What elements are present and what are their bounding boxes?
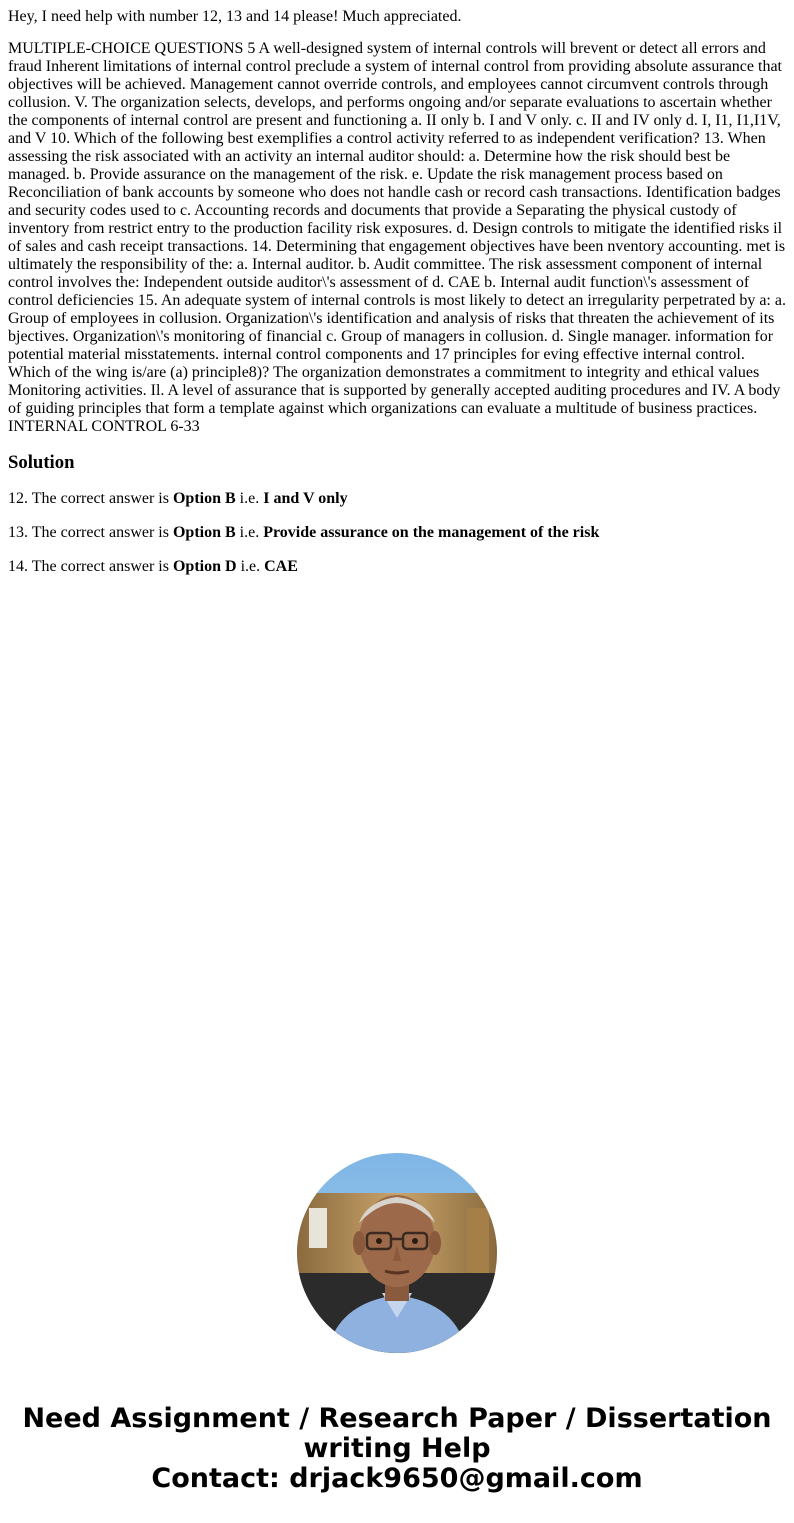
promo-line-1: Need Assignment / Research Paper / Dissertation writing Help [22, 1403, 772, 1464]
answer-connector: i.e. [235, 524, 264, 541]
question-request: Hey, I need help with number 12, 13 and 14 please! Much appreciated. [8, 8, 462, 25]
solution-heading: Solution [8, 452, 75, 473]
answer-text: CAE [264, 558, 298, 575]
answer-option: Option D [172, 558, 237, 575]
answer-connector: i.e. [235, 490, 264, 507]
answer-text: I and V only [263, 490, 348, 507]
avatar-photo [297, 1153, 497, 1353]
answer-14 [8, 558, 786, 576]
answer-12 [8, 490, 786, 508]
avatar [297, 1153, 497, 1353]
answer-prefix: 12. The correct answer is [8, 490, 173, 507]
document-content [8, 8, 786, 592]
answer-connector: i.e. [236, 558, 265, 575]
promo-contact: Contact: drjack9650@gmail.com [151, 1463, 643, 1494]
promo-banner [0, 1404, 794, 1494]
question-body: MULTIPLE-CHOICE QUESTIONS 5 A well-designed system of internal controls will brevent or detect all errors and fraud Inherent limitations of internal control preclude a system of internal control from providing absolute assurance that objectives will be achieved. Management cannot override controls, and employees cannot circumvent controls through collusion. V. The organization selects, develops, and performs ongoing and/or separate evaluations to ascertain whether the components of internal control are present and functioning a. II only b. I and V only. c. II and IV only d. I, I1, I1,I1V, and V 10. Which of the following best exemplifies a control activity referred to as independent verification? 13. When assessing the risk associated with an activity an internal auditor should: a. Determine how the risk should best be managed. b. Provide assurance on the management of the risk. e. Update the risk management process based on Reconciliation of bank accounts by someone who does not handle cash or record cash transactions. Identification badges and security codes used to c. Accounting records and documents that provide a Separating the physical custody of inventory from restrict entry to the production facility risk exposures. d. Design controls to mitigate the identified risks il of sales and cash receipt transactions. 14. Determining that engagement objectives have been nventory accounting. met is ultimately the responsibility of the: a. Internal auditor. b. Audit committee. The risk assessment component of internal control involves the: Independent outside auditor\'s assessment of d. CAE b. Internal audit function\'s assessment of control deficiencies 15. An adequate system of internal controls is most likely to detect an irregularity perpetrated by a: a. Group of employees in collusion. Organization\'s identification and analysis of risks that threaten the achievement of its bjectives. Organization\'s monitoring of financial c. Group of managers in collusion. d. Single manager. information for potential material misstatements. internal control components and 17 principles for eving effective internal control. Which of the wing is/are (a) principle8)? The organization demonstrates a commitment to integrity and ethical values Monitoring activities. Il. A level of assurance that is supported by generally accepted auditing procedures and IV. A body of guiding principles that form a template against which organizations can evaluate a multitude of business practices. INTERNAL CONTROL 6-33 [8, 40, 786, 435]
answer-option: Option B [172, 490, 236, 507]
answer-option: Option B [172, 524, 236, 541]
answer-prefix: 13. The correct answer is [8, 524, 173, 541]
answer-13 [8, 524, 786, 542]
answer-prefix: 14. The correct answer is [8, 558, 173, 575]
answer-text: Provide assurance on the management of the risk [263, 524, 600, 541]
